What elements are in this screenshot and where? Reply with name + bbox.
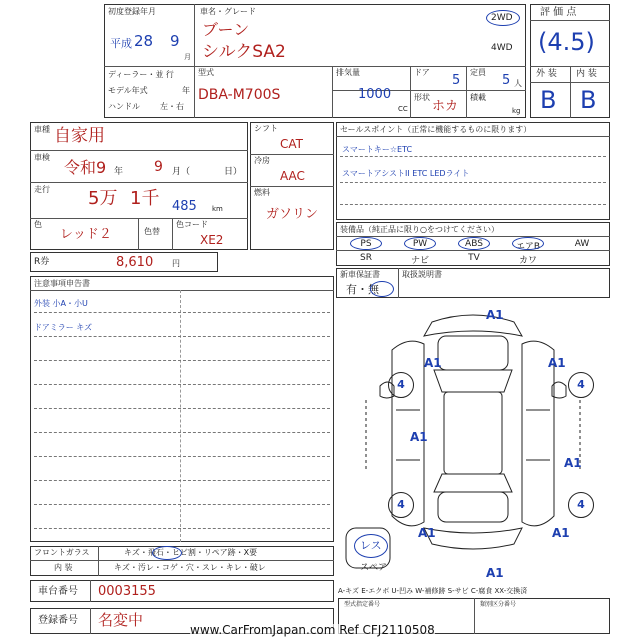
notes-section <box>30 276 334 542</box>
equipment-item: PW <box>412 239 428 249</box>
warranty-circle <box>370 281 394 297</box>
shift-label: シフト <box>254 124 278 133</box>
equipment-circle <box>404 237 436 250</box>
damage-front: A1 <box>486 308 504 322</box>
reg-year: 28 <box>134 32 154 50</box>
color-code-label: 色コード <box>176 220 208 229</box>
car-number-value: 0003155 <box>98 584 156 599</box>
kg-unit: kg <box>512 107 521 115</box>
color-change-label: 色替 <box>144 227 160 236</box>
door-label: ドア <box>414 68 430 77</box>
equipment-item: ナビ <box>410 256 429 266</box>
person-unit: 人 <box>514 79 522 88</box>
mileage-man: 5万 <box>88 188 118 209</box>
equipment-circle <box>350 237 382 250</box>
interior-grade: B <box>580 86 597 114</box>
aircon-value: AAC <box>280 169 305 183</box>
note-line-2: ドアミラー キズ <box>34 323 93 332</box>
color-value: レッド２ <box>60 227 112 242</box>
wheel-rear-right: 4 <box>568 492 594 518</box>
recycle-value: 8,610 <box>116 255 154 270</box>
color-code-value: XE2 <box>200 233 224 247</box>
interior-cond-label: 内 装 <box>54 563 73 572</box>
notes-rule <box>34 480 330 481</box>
insp-month: 9 <box>154 159 163 175</box>
notes-rule <box>34 336 330 337</box>
chip-circle <box>152 546 182 560</box>
equipment-item: ABS <box>465 239 483 249</box>
sales-points-label: セールスポイント（正常に機能するものに限ります） <box>340 125 532 134</box>
model-name: ブーン <box>202 20 250 39</box>
reg-era: 平成 <box>110 37 132 50</box>
reg-number-label: 登録番号 <box>38 615 78 626</box>
notes-rule <box>34 456 330 457</box>
yen-unit: 円 <box>172 259 180 268</box>
form-label-1: 型式指定番号 <box>344 601 381 608</box>
displacement-label: 排気量 <box>336 68 360 77</box>
category-value: 自家用 <box>54 126 105 146</box>
mileage-label: 走行 <box>34 185 50 194</box>
equipment-circle <box>458 237 490 250</box>
grade: シルクSA2 <box>202 42 286 62</box>
shape-label: 形状 <box>414 93 430 102</box>
aircon-label: 冷房 <box>254 156 270 165</box>
grade-score: (4.5) <box>538 28 595 56</box>
recycle-label: R券 <box>34 257 50 267</box>
model-name-label: 車名・グレード <box>200 7 256 16</box>
handle-label: ハンドル <box>108 102 140 111</box>
mileage-sen: 1千 <box>130 188 160 209</box>
equipment-item: PS <box>360 239 372 249</box>
capacity-value: 5 <box>502 73 511 88</box>
drive-4wd: 4WD <box>491 43 513 53</box>
note-line-1: 外装 小A・小U <box>34 299 88 308</box>
watermark: www.CarFromJapan.com Ref CFJ2110508 <box>190 623 435 637</box>
sales-point-2: スマートアシストII ETC LEDライト <box>342 169 470 178</box>
windshield-value: キズ・飛石・ヒビ割・リペア跡・X要 <box>124 548 258 557</box>
equipment-circle <box>512 237 544 250</box>
damage-left-mid: A1 <box>410 430 428 444</box>
grade-label: 評 価 点 <box>540 7 577 18</box>
color-label: 色 <box>34 220 42 229</box>
damage-legend: A-キズ E-エクボ U-凹み W-補修跡 S-サビ C-腐食 XX-交換済 <box>338 587 528 595</box>
damage-left-rear: A1 <box>418 526 436 540</box>
category-label: 車種 <box>34 125 50 134</box>
notes-rule <box>34 528 330 529</box>
reg-month: 9 <box>170 32 180 50</box>
type-label: 型式 <box>198 68 214 77</box>
drive-2wd: 2WD <box>491 13 513 23</box>
wheel-front-right: 4 <box>568 372 594 398</box>
warranty-value: 有・無 <box>346 283 379 296</box>
equipment-label: 装備品（純正品に限り○をつけてください） <box>340 225 499 234</box>
load-label: 積載 <box>470 93 486 102</box>
car-number-label: 車台番号 <box>38 586 78 597</box>
exterior-label: 外 装 <box>536 69 557 79</box>
capacity-label: 定員 <box>470 68 486 77</box>
sales-point-1: スマートキー☆ETC <box>342 145 413 154</box>
insp-day-unit: 日） <box>224 167 243 177</box>
equipment-item: SR <box>360 253 372 263</box>
reg-number-value: 名変中 <box>98 611 144 629</box>
door-value: 5 <box>452 73 461 88</box>
notes-rule <box>34 504 330 505</box>
type-value: DBA-M700S <box>198 87 281 103</box>
inspection-value: 令和9 <box>64 158 107 177</box>
spare-label: スペア <box>360 563 388 573</box>
equipment-item: AW <box>574 239 590 249</box>
dealer-label: ディーラー・並 行 <box>108 70 174 79</box>
spare-circle <box>354 534 388 558</box>
notes-rule <box>34 312 330 313</box>
interior-label: 内 装 <box>576 69 597 79</box>
notes-rule <box>34 408 330 409</box>
mileage-rest: 485 <box>172 199 197 214</box>
first-reg-label: 初度登録年月 <box>108 7 156 16</box>
spare-note: レス <box>360 539 382 552</box>
windshield-label: フロントガラス <box>34 548 90 557</box>
warranty-label: 新車保証書 <box>340 270 380 279</box>
fuel-label: 燃料 <box>254 188 270 197</box>
notes-rule <box>34 432 330 433</box>
inspection-label: 車検 <box>34 153 50 162</box>
notes-rule <box>34 384 330 385</box>
fuel-value: ガソリン <box>266 207 319 222</box>
month-unit: 月 <box>184 53 191 61</box>
shape-value: ホカ <box>432 99 459 114</box>
notes-label: 注意事項申告書 <box>34 279 90 288</box>
insp-year-unit: 年 <box>114 167 124 177</box>
cc-unit: CC <box>398 105 408 113</box>
damage-right-rear: A1 <box>552 526 570 540</box>
header-section <box>104 4 526 118</box>
notes-rule <box>34 360 330 361</box>
damage-right-mid: A1 <box>564 456 582 470</box>
km-unit: km <box>212 205 223 213</box>
year-unit: 年 <box>182 86 190 95</box>
damage-right-front: A1 <box>548 356 566 370</box>
model-year-label: モデル年式 <box>108 86 148 95</box>
manual-label: 取扱説明書 <box>402 270 442 279</box>
equipment-item: カワ <box>518 256 537 266</box>
damage-left-front: A1 <box>424 356 442 370</box>
shift-value: CAT <box>280 137 303 151</box>
form-label-2: 類別区分番号 <box>480 601 517 608</box>
equipment-item: エアB <box>515 242 541 252</box>
wheel-front-left: 4 <box>388 372 414 398</box>
equipment-item: TV <box>468 253 480 263</box>
wheel-rear-left: 4 <box>388 492 414 518</box>
handle-value: 左・右 <box>160 102 184 111</box>
insp-month-unit: 月（ <box>172 167 191 177</box>
damage-rear: A1 <box>486 566 504 580</box>
exterior-grade: B <box>540 86 557 114</box>
interior-cond-value: キズ・汚レ・コゲ・穴・スレ・キレ・破レ <box>114 563 266 572</box>
displacement-value: 1000 <box>358 87 392 102</box>
